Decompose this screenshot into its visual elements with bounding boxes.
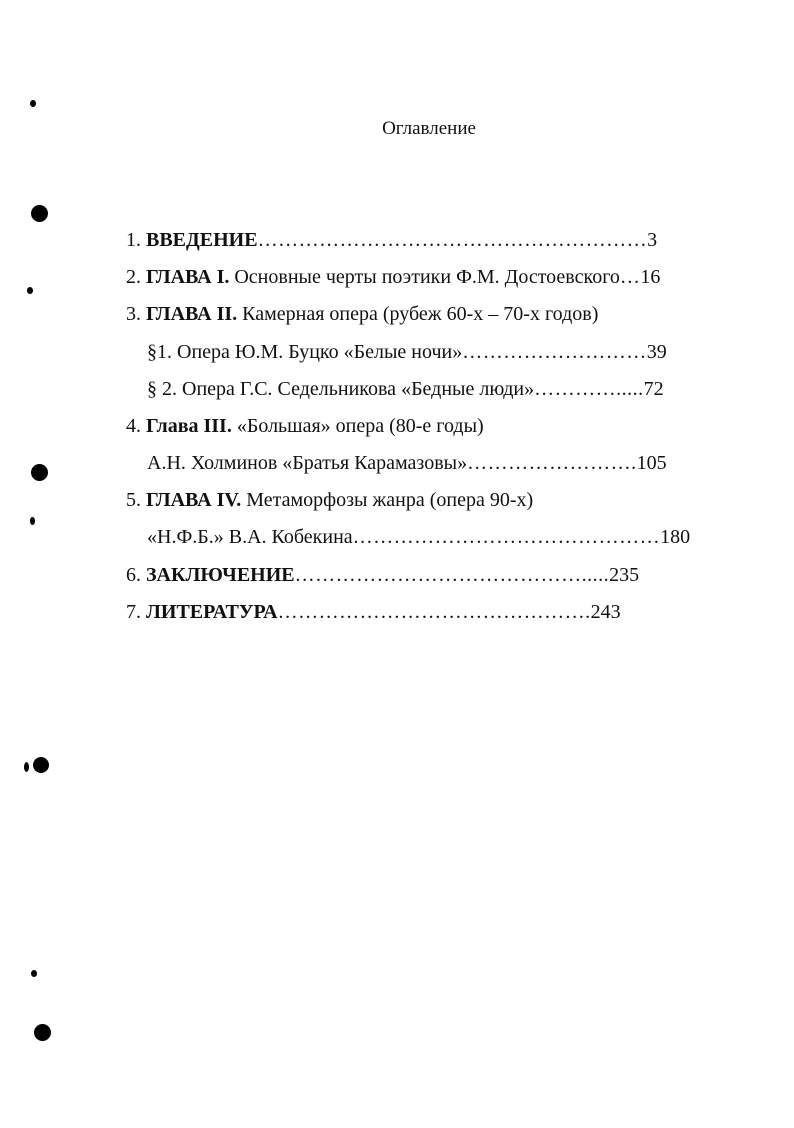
toc-subentry[interactable]: [147, 340, 667, 364]
toc-page: 72: [643, 378, 664, 400]
toc-dots: ………………………: [462, 341, 647, 363]
toc-page: 3: [647, 229, 658, 251]
page-title: Оглавление: [382, 118, 476, 139]
toc-heading: ГЛАВА IV.: [146, 489, 242, 511]
toc-number: 7.: [126, 601, 141, 623]
toc-number: 4.: [126, 415, 141, 437]
toc-dots: ………….....: [534, 378, 644, 400]
toc-subentry[interactable]: [147, 525, 690, 549]
toc-heading: Глава III.: [146, 415, 232, 437]
toc-subentry[interactable]: [147, 377, 664, 401]
toc-entry[interactable]: [126, 563, 639, 587]
punch-hole: [30, 517, 35, 525]
toc-heading: ЛИТЕРАТУРА: [146, 601, 278, 623]
punch-hole: [24, 762, 29, 772]
toc-dots: …………………………………………………: [257, 229, 648, 251]
toc-dots: …………………….: [467, 452, 637, 474]
punch-hole: [31, 970, 37, 977]
toc-page: 180: [660, 526, 691, 548]
toc-number: 1.: [126, 229, 141, 251]
toc-entry[interactable]: [126, 488, 533, 512]
toc-number: 2.: [126, 266, 141, 288]
toc-entry[interactable]: [126, 414, 484, 438]
toc-text: А.Н. Холминов «Братья Карамазовы»: [147, 452, 468, 474]
punch-hole: [27, 287, 33, 294]
toc-number: 6.: [126, 564, 141, 586]
toc-subentry[interactable]: [147, 451, 667, 475]
punch-hole: [33, 757, 49, 773]
toc-entry[interactable]: [126, 600, 621, 624]
toc-heading: ГЛАВА II.: [146, 303, 238, 325]
toc-entry[interactable]: [126, 228, 657, 252]
punch-hole: [31, 205, 48, 222]
toc-number: 3.: [126, 303, 141, 325]
toc-text: «Н.Ф.Б.» В.А. Кобекина: [147, 526, 353, 548]
toc-page: 39: [646, 341, 667, 363]
toc-heading: ЗАКЛЮЧЕНИЕ: [146, 564, 295, 586]
toc-text: Метаморфозы жанра (опера 90-х): [241, 489, 534, 511]
toc-page: 243: [590, 601, 621, 623]
punch-hole: [30, 100, 36, 107]
toc-dots: ……………………………………….: [277, 601, 591, 623]
toc-page: 235: [609, 564, 640, 586]
toc-text: Основные черты поэтики Ф.М. Достоевского: [229, 266, 620, 288]
toc-text: Камерная опера (рубеж 60-х – 70-х годов): [237, 303, 599, 325]
toc-page: 16: [640, 266, 661, 288]
toc-heading: ВВЕДЕНИЕ: [146, 229, 258, 251]
toc-heading: ГЛАВА I.: [146, 266, 230, 288]
toc-text: «Большая» опера (80-е годы): [231, 415, 484, 437]
toc-dots: …: [619, 266, 641, 288]
punch-hole: [31, 464, 48, 481]
toc-page: 105: [636, 452, 667, 474]
punch-hole: [34, 1024, 51, 1041]
toc-entry[interactable]: [126, 265, 660, 289]
toc-entry[interactable]: [126, 302, 598, 326]
toc-dots: …………………………………….....: [294, 564, 610, 586]
toc-dots: ………………………………………: [352, 526, 661, 548]
toc-text: § 2. Опера Г.С. Седельникова «Бедные люди»: [147, 378, 535, 400]
toc-number: 5.: [126, 489, 141, 511]
toc-text: §1. Опера Ю.М. Буцко «Белые ночи»: [147, 341, 463, 363]
